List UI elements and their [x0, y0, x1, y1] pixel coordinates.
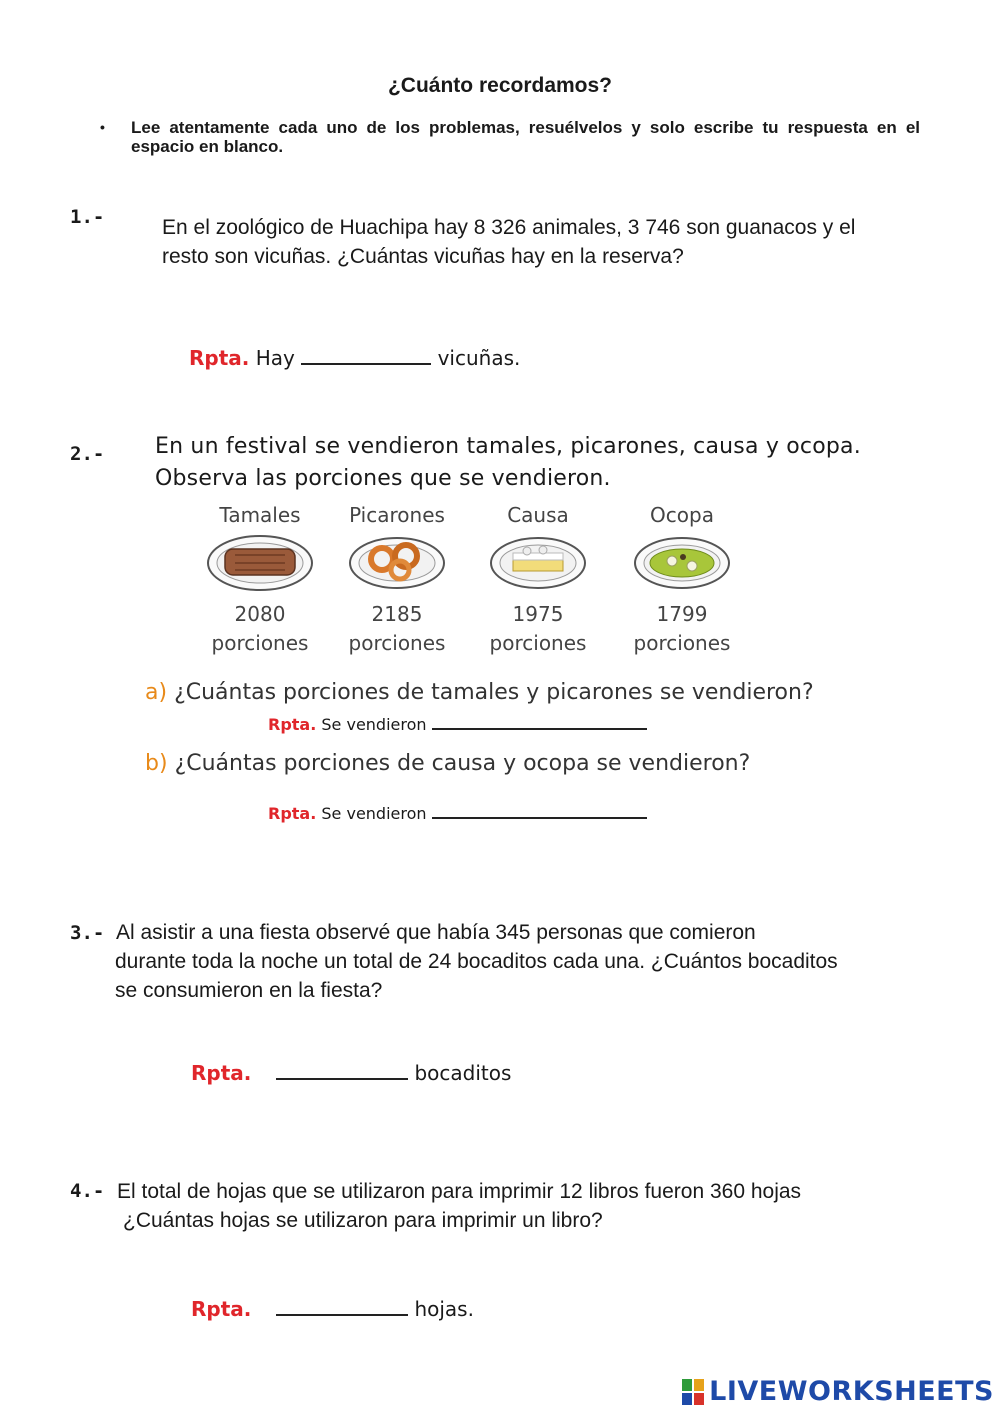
answer-suffix: hojas.	[414, 1297, 474, 1321]
question-2a-answer	[268, 715, 647, 734]
problem-1-line-2: resto son vicuñas. ¿Cuántas vicuñas hay en la reserva?	[162, 245, 684, 268]
tamales-plate-icon	[208, 536, 312, 590]
count-value: 1799	[656, 602, 708, 626]
question-2b-answer	[268, 804, 647, 823]
sold-label: Se vendieron	[321, 804, 427, 823]
food-count-causa	[468, 600, 608, 658]
instruction-text: Lee atentamente cada uno de los problemas, resuélvelos y solo escribe tu respuesta en el espacio en blanco.	[131, 118, 920, 156]
problem-4-number: 4.-	[70, 1180, 105, 1202]
count-unit: porciones	[489, 631, 587, 655]
food-count-picarones	[327, 600, 467, 658]
picarones-plate-icon	[350, 538, 444, 588]
question-2b-text: ¿Cuántas porciones de causa y ocopa se vendieron?	[174, 751, 751, 776]
food-name-causa: Causa	[507, 503, 569, 527]
problem-2-line-1: En un festival se vendieron tamales, picarones, causa y ocopa.	[155, 434, 861, 459]
problem-3-line-1: Al asistir a una fiesta observé que había 345 personas que comieron	[116, 921, 756, 944]
page-title: ¿Cuánto recordamos?	[387, 74, 613, 97]
problem-4-line-2: ¿Cuántas hojas se utilizaron para imprimir un libro?	[123, 1209, 603, 1232]
food-name-picarones: Picarones	[349, 503, 445, 527]
food-count-tamales	[190, 600, 330, 658]
answer-suffix: vicuñas.	[437, 346, 521, 370]
answer-prefix: Hay	[255, 346, 295, 370]
letter-a: a)	[145, 680, 168, 705]
answer-blank-4[interactable]	[276, 1300, 408, 1316]
question-2a-text: ¿Cuántas porciones de tamales y picarones se vendieron?	[174, 680, 814, 705]
problem-2-line-2: Observa las porciones que se vendieron.	[155, 466, 611, 491]
answer-blank-3[interactable]	[276, 1064, 408, 1080]
count-value: 2185	[371, 602, 423, 626]
food-name-tamales: Tamales	[219, 503, 301, 527]
causa-plate-icon	[491, 538, 585, 588]
rpta-label: Rpta.	[268, 804, 317, 823]
count-unit: porciones	[633, 631, 731, 655]
answer-blank-2b[interactable]	[432, 805, 647, 819]
liveworksheets-logo	[681, 1376, 994, 1407]
problem-1-text	[162, 213, 855, 271]
rpta-label: Rpta.	[268, 715, 317, 734]
problem-1-answer	[189, 346, 520, 370]
count-unit: porciones	[348, 631, 446, 655]
rpta-label: Rpta.	[191, 1061, 252, 1085]
problem-1-line-1: En el zoológico de Huachipa hay 8 326 animales, 3 746 son guanacos y el	[162, 216, 856, 239]
problem-3-line-2: durante toda la noche un total de 24 bocaditos cada una. ¿Cuántos bocaditos	[115, 950, 838, 973]
problem-4-answer	[191, 1297, 474, 1321]
problem-1-number: 1.-	[70, 206, 105, 228]
problem-3-text	[116, 918, 838, 1005]
count-value: 1975	[512, 602, 564, 626]
answer-suffix: bocaditos	[414, 1061, 512, 1085]
food-count-ocopa	[612, 600, 752, 658]
question-2a	[145, 680, 814, 705]
ocopa-plate-icon	[635, 538, 729, 588]
liveworksheets-logo-icon	[681, 1378, 705, 1406]
bullet: •	[100, 119, 105, 135]
problem-4-text	[117, 1177, 801, 1235]
problem-3-number: 3.-	[70, 922, 105, 944]
problem-4-line-1: El total de hojas que se utilizaron para imprimir 12 libros fueron 360 hojas	[117, 1180, 802, 1203]
logo-text: LIVEWORKSHEETS	[709, 1376, 994, 1407]
problem-2-number: 2.-	[70, 443, 105, 465]
letter-b: b)	[145, 751, 168, 776]
question-2b	[145, 751, 750, 776]
rpta-label: Rpta.	[191, 1297, 252, 1321]
problem-3-line-3: se consumieron en la fiesta?	[115, 979, 383, 1002]
problem-3-answer	[191, 1061, 511, 1085]
sold-label: Se vendieron	[321, 715, 427, 734]
rpta-label: Rpta.	[189, 346, 250, 370]
answer-blank-1[interactable]	[301, 349, 431, 365]
instruction	[100, 118, 920, 156]
answer-blank-2a[interactable]	[432, 716, 647, 730]
problem-2-text	[155, 431, 861, 495]
count-unit: porciones	[211, 631, 309, 655]
count-value: 2080	[234, 602, 286, 626]
food-plates	[205, 533, 745, 593]
food-name-ocopa: Ocopa	[650, 503, 714, 527]
